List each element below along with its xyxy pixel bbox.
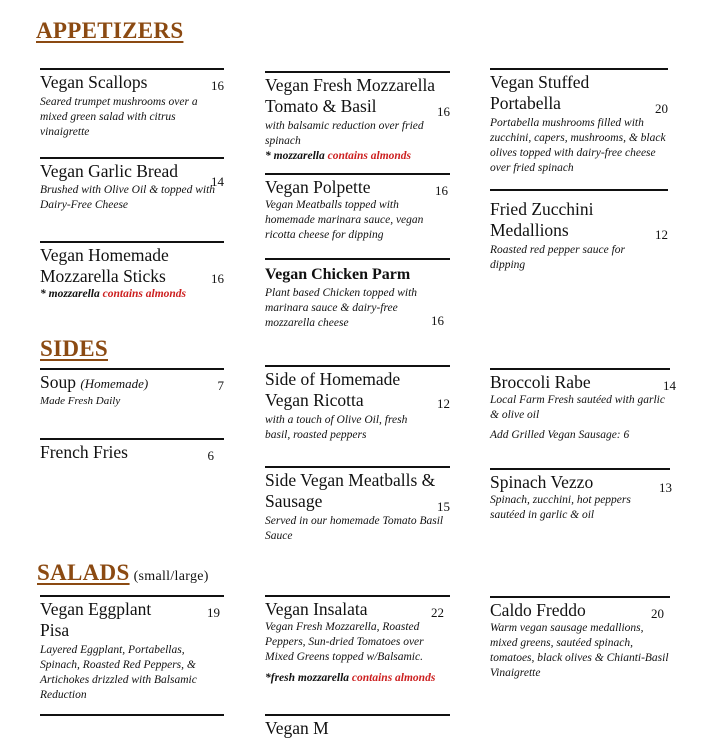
item-name: Vegan Insalata bbox=[265, 599, 368, 619]
menu-item-side-ricotta bbox=[265, 365, 450, 443]
allergy-note bbox=[265, 149, 450, 164]
item-price: 16 bbox=[437, 104, 450, 119]
section-title-sides: SIDES bbox=[40, 336, 108, 361]
menu-item-mozzarella-tomato-basil bbox=[265, 71, 450, 164]
allergy-note bbox=[40, 287, 224, 302]
item-desc: with balsamic reduction over fried spinach bbox=[265, 120, 424, 147]
menu-item-polpette bbox=[265, 173, 450, 243]
item-price: 20 bbox=[655, 101, 668, 116]
allergy-prefix: * mozzarella bbox=[265, 150, 325, 162]
item-price: 12 bbox=[437, 396, 450, 411]
item-desc: Brushed with Olive Oil & topped with Dairy-Free Cheese bbox=[40, 184, 216, 211]
item-price: 16 bbox=[211, 271, 224, 286]
section-title-appetizers: APPETIZERS bbox=[36, 18, 184, 43]
menu-item-garlic-bread bbox=[40, 157, 224, 213]
item-subtitle: (Homemade) bbox=[80, 376, 149, 391]
allergy-contains: contains almonds bbox=[351, 672, 436, 684]
item-desc: Plant based Chicken topped with marinara sauce & dairy-free mozzarella cheese bbox=[265, 287, 418, 329]
menu-item-stuffed-portabella bbox=[490, 68, 668, 176]
item-name: Side Vegan Meatballs & Sausage bbox=[265, 470, 436, 511]
item-name: Fried Zucchini Medallions bbox=[490, 199, 594, 240]
item-price: 16 bbox=[431, 313, 444, 328]
item-price: 14 bbox=[663, 378, 676, 393]
menu-item-chicken-parm bbox=[265, 258, 450, 331]
item-desc: Made Fresh Daily bbox=[40, 395, 121, 407]
allergy-note bbox=[265, 671, 450, 686]
item-price: 22 bbox=[431, 605, 444, 620]
item-name: Vegan Homemade Mozzarella Sticks bbox=[40, 245, 169, 286]
item-name: French Fries bbox=[40, 442, 128, 462]
item-name: Caldo Freddo bbox=[490, 600, 586, 620]
item-price: 6 bbox=[207, 448, 214, 463]
item-desc: Seared trumpet mushrooms over a mixed green salad with citrus vinaigrette bbox=[40, 96, 198, 138]
allergy-contains: contains almonds bbox=[327, 150, 412, 162]
salads-title: SALADS bbox=[37, 560, 130, 585]
allergy-prefix: *fresh mozzarella bbox=[265, 672, 350, 684]
menu-item-spinach-vezzo bbox=[490, 468, 670, 523]
menu-item-insalata bbox=[265, 595, 450, 686]
item-name: Vegan Garlic Bread bbox=[40, 161, 178, 181]
item-name: Vegan Eggplant Pisa bbox=[40, 599, 152, 640]
menu-item-mozzarella-sticks bbox=[40, 241, 224, 302]
item-desc: Served in our homemade Tomato Basil Sauce bbox=[265, 515, 444, 542]
item-desc: with a touch of Olive Oil, fresh basil, roasted peppers bbox=[265, 414, 408, 441]
item-desc: Local Farm Fresh sautéed with garlic & olive oil bbox=[490, 394, 665, 421]
item-price: 16 bbox=[435, 183, 448, 198]
item-name: Vegan M bbox=[265, 718, 329, 738]
item-price: 14 bbox=[211, 174, 224, 189]
menu-item-scallops bbox=[40, 68, 224, 140]
item-desc: Roasted red pepper sauce for dipping bbox=[490, 244, 625, 271]
menu-item-meatballs-sausage bbox=[265, 466, 450, 544]
item-desc: Vegan Fresh Mozzarella, Roasted Peppers, Sun-dried Tomatoes over Mixed Greens topped w/Balsamic. bbox=[265, 621, 424, 663]
menu-item-fried-zucchini bbox=[490, 189, 668, 273]
item-price: 7 bbox=[217, 378, 224, 393]
menu-item-broccoli-rabe bbox=[490, 368, 676, 441]
item-desc: Vegan Meatballs topped with homemade marinara sauce, vegan ricotta cheese for dipping bbox=[265, 199, 424, 241]
item-name: Vegan Chicken Parm bbox=[265, 266, 411, 283]
allergy-prefix: * mozzarella bbox=[40, 288, 100, 300]
item-desc: Layered Eggplant, Portabellas, Spinach, Roasted Red Peppers, & Artichokes drizzled with Balsamic Reduction bbox=[40, 644, 197, 701]
menu-item-soup bbox=[40, 368, 224, 409]
item-desc: Portabella mushrooms filled with zucchini, capers, mushrooms, & black olives topped with dairy-free cheese over fried spinach bbox=[490, 117, 666, 174]
menu-item-caldo-freddo bbox=[490, 596, 670, 681]
allergy-contains: contains almonds bbox=[102, 288, 187, 300]
item-name: Soup bbox=[40, 372, 76, 392]
item-price: 19 bbox=[207, 605, 220, 620]
item-name: Vegan Fresh Mozzarella Tomato & Basil bbox=[265, 75, 436, 116]
item-name: Vegan Polpette bbox=[265, 177, 371, 197]
item-price: 15 bbox=[437, 499, 450, 514]
section-title-salads bbox=[37, 560, 209, 586]
item-desc: Spinach, zucchini, hot peppers sautéed in garlic & oil bbox=[490, 494, 631, 521]
salads-size-note: (small/large) bbox=[133, 569, 209, 584]
item-name: Vegan Scallops bbox=[40, 72, 148, 92]
item-addon: Add Grilled Vegan Sausage: 6 bbox=[490, 429, 630, 441]
item-price: 20 bbox=[651, 606, 664, 621]
item-price: 12 bbox=[655, 227, 668, 242]
divider-line bbox=[40, 714, 224, 716]
menu-item-eggplant-pisa bbox=[40, 595, 224, 703]
item-name: Side of Homemade Vegan Ricotta bbox=[265, 369, 401, 410]
menu-item-next bbox=[265, 714, 450, 739]
item-name: Spinach Vezzo bbox=[490, 472, 594, 492]
item-name-row bbox=[40, 370, 224, 394]
item-price: 16 bbox=[211, 78, 224, 93]
item-desc: Warm vegan sausage medallions, mixed greens, sautéed spinach, tomatoes, black olives & Chianti-Basil Vinaigrette bbox=[490, 622, 669, 679]
item-name: Vegan Stuffed Portabella bbox=[490, 72, 590, 113]
item-name: Broccoli Rabe bbox=[490, 372, 591, 392]
item-price: 13 bbox=[659, 480, 672, 495]
menu-item-french-fries bbox=[40, 438, 224, 463]
